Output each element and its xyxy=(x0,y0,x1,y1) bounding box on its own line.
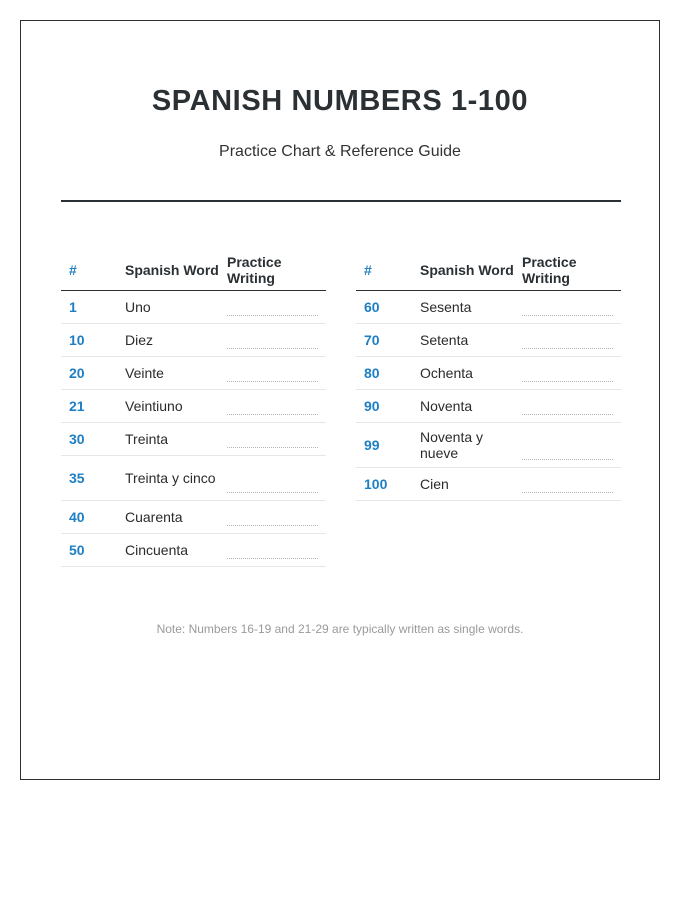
number-cell: 10 xyxy=(69,332,85,348)
table-body xyxy=(61,291,326,567)
table-row xyxy=(61,501,326,534)
table-row xyxy=(356,291,621,324)
number-cell: 60 xyxy=(364,299,380,315)
number-cell: 40 xyxy=(69,509,85,525)
spanish-word-cell: Veinte xyxy=(125,365,164,381)
writing-line xyxy=(522,348,613,349)
spanish-word-cell: Noventa xyxy=(420,398,473,414)
column-header-practice-writing: Practice Writing xyxy=(227,253,282,286)
column-header-number: # xyxy=(364,261,372,278)
table-header xyxy=(356,249,621,291)
practice-writing-cell[interactable] xyxy=(227,456,326,500)
number-cell: 20 xyxy=(69,365,85,381)
spanish-word-cell: Setenta xyxy=(420,332,469,348)
table-row xyxy=(356,357,621,390)
practice-writing-cell[interactable] xyxy=(227,291,326,323)
number-cell: 90 xyxy=(364,398,380,414)
writing-line xyxy=(227,558,318,559)
table-row xyxy=(356,468,621,501)
practice-writing-cell[interactable] xyxy=(522,390,621,422)
number-cell: 99 xyxy=(364,437,380,453)
writing-line xyxy=(227,315,318,316)
table-row xyxy=(356,390,621,423)
writing-line xyxy=(227,525,318,526)
page-title: SPANISH NUMBERS 1-100 xyxy=(151,85,529,117)
table-row xyxy=(61,456,326,501)
number-cell: 30 xyxy=(69,431,85,447)
column-header-number: # xyxy=(69,261,77,278)
page-subtitle: Practice Chart & Reference Guide xyxy=(219,143,461,160)
table-row xyxy=(61,390,326,423)
number-cell: 70 xyxy=(364,332,380,348)
practice-writing-cell[interactable] xyxy=(522,423,621,467)
writing-line xyxy=(522,315,613,316)
spanish-word-cell: Treinta xyxy=(125,431,169,447)
practice-writing-cell[interactable] xyxy=(227,324,326,356)
numbers-table-right xyxy=(356,249,621,501)
number-cell: 100 xyxy=(364,476,388,492)
table-header xyxy=(61,249,326,291)
spanish-word-cell: Ochenta xyxy=(420,365,473,381)
spanish-word-cell: Treinta y cinco xyxy=(125,470,216,486)
practice-writing-cell[interactable] xyxy=(227,423,326,455)
spanish-word-cell: Diez xyxy=(125,332,154,348)
practice-writing-cell[interactable] xyxy=(227,534,326,566)
spanish-word-cell: Cincuenta xyxy=(125,542,189,558)
numbers-table-left xyxy=(61,249,326,567)
practice-writing-cell[interactable] xyxy=(227,357,326,389)
writing-line xyxy=(522,459,613,460)
practice-writing-cell[interactable] xyxy=(522,468,621,500)
worksheet-page xyxy=(20,20,660,780)
number-cell: 80 xyxy=(364,365,380,381)
table-row xyxy=(61,534,326,567)
footnote: Note: Numbers 16-19 and 21-29 are typically written as single words. xyxy=(156,622,524,636)
spanish-word-cell: Cien xyxy=(420,476,449,492)
number-cell: 1 xyxy=(69,299,77,315)
writing-line xyxy=(522,414,613,415)
practice-writing-cell[interactable] xyxy=(522,357,621,389)
writing-line xyxy=(227,447,318,448)
spanish-word-cell: Uno xyxy=(125,299,151,315)
number-cell: 35 xyxy=(69,470,85,486)
column-header-spanish-word: Spanish Word xyxy=(125,261,219,278)
practice-writing-cell[interactable] xyxy=(522,324,621,356)
table-row xyxy=(61,357,326,390)
spanish-word-cell: Noventa y nueve xyxy=(420,429,484,461)
writing-line xyxy=(227,381,318,382)
column-header-spanish-word: Spanish Word xyxy=(420,261,514,278)
spanish-word-cell: Sesenta xyxy=(420,299,472,315)
table-row xyxy=(61,324,326,357)
table-row xyxy=(356,324,621,357)
writing-line xyxy=(227,348,318,349)
table-row xyxy=(356,423,621,468)
title-divider xyxy=(61,200,621,202)
number-cell: 50 xyxy=(69,542,85,558)
column-header-practice-writing: Practice Writing xyxy=(522,253,577,286)
practice-writing-cell[interactable] xyxy=(227,390,326,422)
table-body xyxy=(356,291,621,501)
table-row xyxy=(61,423,326,456)
number-cell: 21 xyxy=(69,398,85,414)
practice-writing-cell[interactable] xyxy=(522,291,621,323)
spanish-word-cell: Veintiuno xyxy=(125,398,183,414)
table-row xyxy=(61,291,326,324)
writing-line xyxy=(522,492,613,493)
writing-line xyxy=(227,492,318,493)
practice-writing-cell[interactable] xyxy=(227,501,326,533)
spanish-word-cell: Cuarenta xyxy=(125,509,183,525)
writing-line xyxy=(522,381,613,382)
writing-line xyxy=(227,414,318,415)
